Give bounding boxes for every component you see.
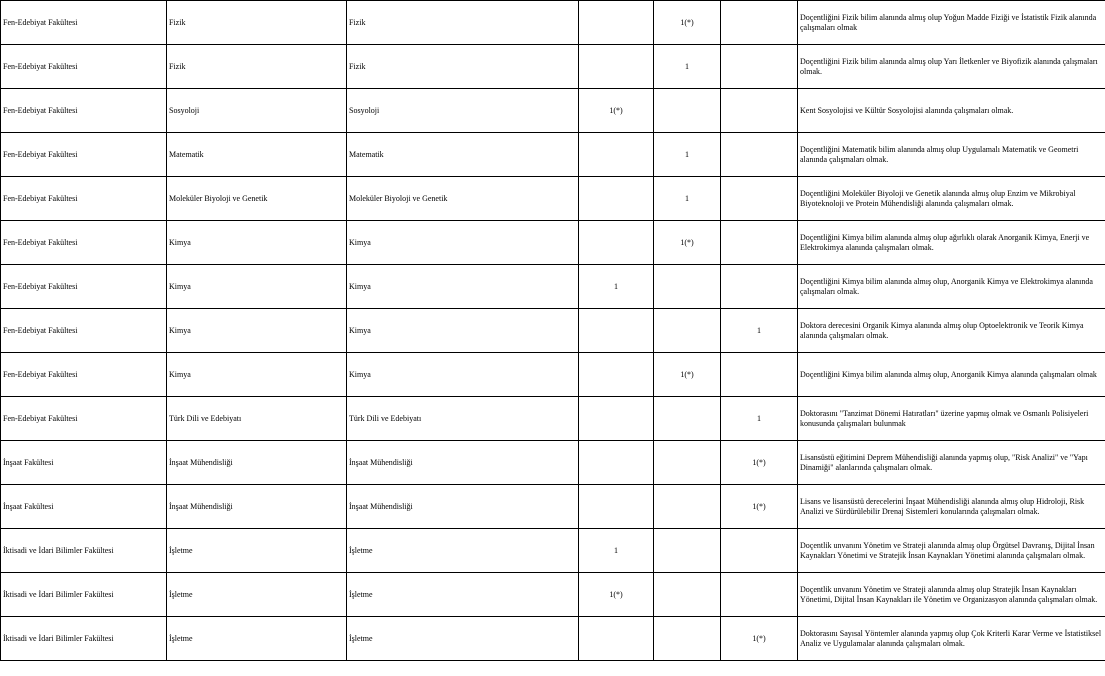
faculty-cell: İktisadi ve İdari Bilimler Fakültesi [1, 617, 167, 661]
faculty-cell: Fen-Edebiyat Fakültesi [1, 89, 167, 133]
faculty-cell: Fen-Edebiyat Fakültesi [1, 133, 167, 177]
table-row [1, 89, 1105, 133]
professor-count-cell [579, 397, 654, 441]
assistant-count-cell: 1 [721, 397, 798, 441]
department-cell: Fizik [167, 45, 347, 89]
department-cell: Kimya [167, 265, 347, 309]
faculty-cell: İnşaat Fakültesi [1, 441, 167, 485]
associate-count-cell [654, 529, 721, 573]
faculty-cell: Fen-Edebiyat Fakültesi [1, 397, 167, 441]
assistant-count-cell: 1(*) [721, 617, 798, 661]
requirement-cell: Doçentlik unvanını Yönetim ve Strateji alanında almış olup Stratejik İnsan Kaynakları Yönetimi, Dijital İnsan Kaynakları ile Yönetim ve Organizasyon alanında çalışmaları olmak. [798, 573, 1105, 617]
requirement-cell: Doktora derecesini Organik Kimya alanında almış olup Optoelektronik ve Teorik Kimya alanında çalışmaları olmak. [798, 309, 1105, 353]
assistant-count-cell [721, 573, 798, 617]
professor-count-cell [579, 441, 654, 485]
associate-count-cell: 1(*) [654, 353, 721, 397]
associate-count-cell: 1 [654, 45, 721, 89]
assistant-count-cell [721, 265, 798, 309]
subdivision-cell: Fizik [347, 1, 579, 45]
department-cell: İşletme [167, 573, 347, 617]
assistant-count-cell: 1(*) [721, 441, 798, 485]
department-cell: Sosyoloji [167, 89, 347, 133]
department-cell: Türk Dili ve Edebiyatı [167, 397, 347, 441]
table-row [1, 485, 1105, 529]
professor-count-cell: 1 [579, 529, 654, 573]
subdivision-cell: İşletme [347, 617, 579, 661]
table-row [1, 1, 1105, 45]
subdivision-cell: İnşaat Mühendisliği [347, 485, 579, 529]
assistant-count-cell [721, 133, 798, 177]
faculty-cell: İktisadi ve İdari Bilimler Fakültesi [1, 573, 167, 617]
professor-count-cell [579, 353, 654, 397]
subdivision-cell: Matematik [347, 133, 579, 177]
professor-count-cell [579, 485, 654, 529]
subdivision-cell: İnşaat Mühendisliği [347, 441, 579, 485]
professor-count-cell [579, 221, 654, 265]
department-cell: Moleküler Biyoloji ve Genetik [167, 177, 347, 221]
associate-count-cell [654, 309, 721, 353]
subdivision-cell: İşletme [347, 573, 579, 617]
department-cell: İşletme [167, 529, 347, 573]
associate-count-cell: 1 [654, 177, 721, 221]
subdivision-cell: Kimya [347, 353, 579, 397]
professor-count-cell: 1 [579, 265, 654, 309]
associate-count-cell: 1(*) [654, 1, 721, 45]
faculty-cell: İnşaat Fakültesi [1, 485, 167, 529]
subdivision-cell: Kimya [347, 221, 579, 265]
department-cell: Kimya [167, 353, 347, 397]
faculty-cell: Fen-Edebiyat Fakültesi [1, 1, 167, 45]
assistant-count-cell [721, 1, 798, 45]
professor-count-cell: 1(*) [579, 573, 654, 617]
professor-count-cell [579, 617, 654, 661]
table-row [1, 617, 1105, 661]
associate-count-cell: 1(*) [654, 221, 721, 265]
department-cell: İnşaat Mühendisliği [167, 441, 347, 485]
requirement-cell: Doçentliğini Fizik bilim alanında almış olup Yoğun Madde Fiziği ve İstatistik Fizik alanında çalışmaları olmak [798, 1, 1105, 45]
assistant-count-cell: 1 [721, 309, 798, 353]
assistant-count-cell [721, 221, 798, 265]
faculty-cell: Fen-Edebiyat Fakültesi [1, 177, 167, 221]
department-cell: İnşaat Mühendisliği [167, 485, 347, 529]
professor-count-cell [579, 309, 654, 353]
faculty-cell: Fen-Edebiyat Fakültesi [1, 45, 167, 89]
professor-count-cell [579, 1, 654, 45]
faculty-cell: Fen-Edebiyat Fakültesi [1, 265, 167, 309]
associate-count-cell [654, 265, 721, 309]
assistant-count-cell [721, 45, 798, 89]
requirement-cell: Lisans ve lisansüstü derecelerini İnşaat Mühendisliği alanında almış olup Hidroloji, Risk Analizi ve Sürdürülebilir Drenaj Sistemleri konularında çalışmaları olmak. [798, 485, 1105, 529]
assistant-count-cell [721, 177, 798, 221]
requirement-cell: Doçentliğini Matematik bilim alanında almış olup Uygulamalı Matematik ve Geometri alanında çalışmaları olmak. [798, 133, 1105, 177]
requirement-cell: Doktorasını Sayısal Yöntemler alanında yapmış olup Çok Kriterli Karar Verme ve İstatistiksel Analiz ve Uygulamalar alanında çalışmaları olmak. [798, 617, 1105, 661]
table-row [1, 265, 1105, 309]
subdivision-cell: Sosyoloji [347, 89, 579, 133]
assistant-count-cell [721, 529, 798, 573]
faculty-cell: Fen-Edebiyat Fakültesi [1, 221, 167, 265]
subdivision-cell: Fizik [347, 45, 579, 89]
professor-count-cell: 1(*) [579, 89, 654, 133]
table-row [1, 177, 1105, 221]
requirement-cell: Doktorasını "Tanzimat Dönemi Hatıratları" üzerine yapmış olmak ve Osmanlı Polisiyeleri konusunda çalışmaları bulunmak [798, 397, 1105, 441]
requirement-cell: Lisansüstü eğitimini Deprem Mühendisliği alanında yapmış olup, "Risk Analizi" ve "Yapı Dinamiği" alanlarında çalışmaları olmak. [798, 441, 1105, 485]
table-row [1, 45, 1105, 89]
requirement-cell: Doçentliğini Kimya bilim alanında almış olup, Anorganik Kimya ve Elektrokimya alanında çalışmaları olmak. [798, 265, 1105, 309]
requirement-cell: Doçentliğini Kimya bilim alanında almış olup ağırlıklı olarak Anorganik Kimya, Enerji ve Elektrokimya alanında çalışmaları olmak. [798, 221, 1105, 265]
subdivision-cell: Moleküler Biyoloji ve Genetik [347, 177, 579, 221]
department-cell: İşletme [167, 617, 347, 661]
faculty-cell: Fen-Edebiyat Fakültesi [1, 353, 167, 397]
associate-count-cell: 1 [654, 133, 721, 177]
requirement-cell: Doçentliğini Fizik bilim alanında almış olup Yarı İletkenler ve Biyofizik alanında çalışmaları olmak. [798, 45, 1105, 89]
assistant-count-cell [721, 353, 798, 397]
table-row [1, 353, 1105, 397]
assistant-count-cell [721, 89, 798, 133]
requirement-cell: Doçentliğini Kimya bilim alanında almış olup, Anorganik Kimya alanında çalışmaları olmak [798, 353, 1105, 397]
professor-count-cell [579, 177, 654, 221]
department-cell: Matematik [167, 133, 347, 177]
subdivision-cell: Kimya [347, 265, 579, 309]
table-row [1, 309, 1105, 353]
associate-count-cell [654, 441, 721, 485]
associate-count-cell [654, 485, 721, 529]
subdivision-cell: Türk Dili ve Edebiyatı [347, 397, 579, 441]
requirement-cell: Doçentliğini Moleküler Biyoloji ve Genetik alanında almış olup Enzim ve Mikrobiyal Biyoteknoloji ve Protein Mühendisliği alanında çalışmaları olmak. [798, 177, 1105, 221]
department-cell: Kimya [167, 221, 347, 265]
department-cell: Kimya [167, 309, 347, 353]
requirement-cell: Doçentlik unvanını Yönetim ve Strateji alanında almış olup Örgütsel Davranış, Dijital İnsan Kaynakları Yönetimi ve Stratejik İnsan Kaynakları Yönetimi alanında çalışmaları olmak. [798, 529, 1105, 573]
associate-count-cell [654, 397, 721, 441]
subdivision-cell: İşletme [347, 529, 579, 573]
professor-count-cell [579, 45, 654, 89]
associate-count-cell [654, 617, 721, 661]
faculty-cell: Fen-Edebiyat Fakültesi [1, 309, 167, 353]
associate-count-cell [654, 89, 721, 133]
table-row [1, 397, 1105, 441]
associate-count-cell [654, 573, 721, 617]
requirement-cell: Kent Sosyolojisi ve Kültür Sosyolojisi alanında çalışmaları olmak. [798, 89, 1105, 133]
assistant-count-cell: 1(*) [721, 485, 798, 529]
professor-count-cell [579, 133, 654, 177]
table-row [1, 133, 1105, 177]
department-cell: Fizik [167, 1, 347, 45]
faculty-cell: İktisadi ve İdari Bilimler Fakültesi [1, 529, 167, 573]
subdivision-cell: Kimya [347, 309, 579, 353]
table-row [1, 529, 1105, 573]
table-row [1, 573, 1105, 617]
table-row [1, 441, 1105, 485]
table-row [1, 221, 1105, 265]
